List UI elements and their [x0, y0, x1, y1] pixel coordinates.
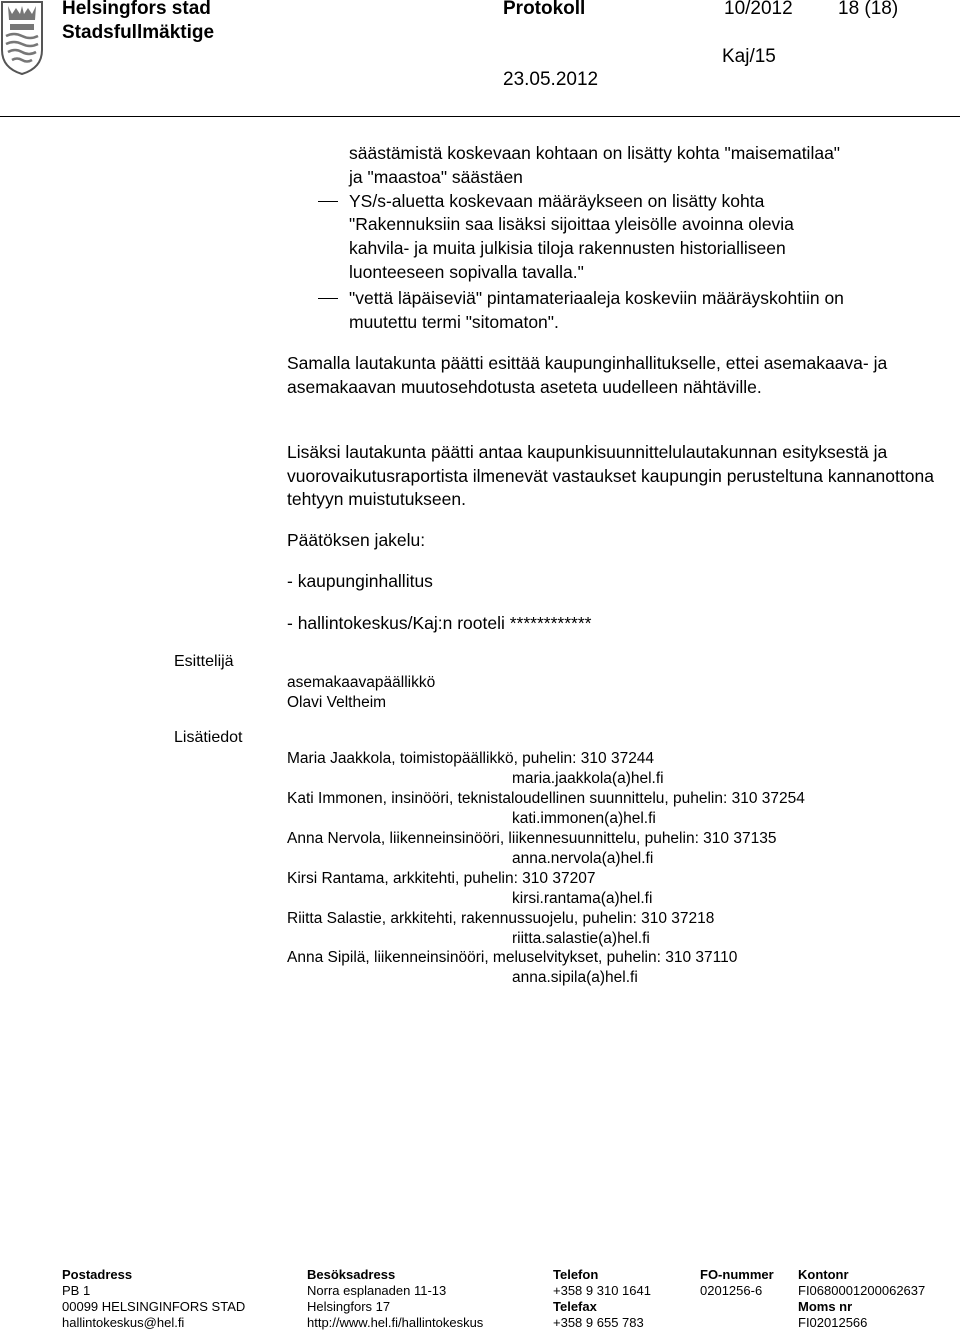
- header-divider: [0, 116, 960, 117]
- footer-account-label: Kontonr: [798, 1267, 849, 1282]
- bullet-dash: [318, 201, 338, 202]
- footer-email: hallintokeskus@hel.fi: [62, 1315, 185, 1330]
- header-doc-number: 10/2012: [724, 0, 793, 19]
- contact-email: kati.immonen(a)hel.fi: [512, 810, 656, 827]
- contact-email: anna.nervola(a)hel.fi: [512, 850, 654, 867]
- paragraph-2: Lisäksi lautakunta päätti antaa kaupunkisuunnittelulautakunnan esityksestä ja vuorovaikutusraportista ilmenevät vastaukset kaupungin perusteltuna kannanottona tehtyyn muistutukseen.: [287, 442, 934, 509]
- distribution-item: - kaupunginhallitus: [287, 571, 433, 591]
- footer-visit-city: Helsingfors 17: [307, 1299, 391, 1314]
- footer-vat-label: Moms nr: [798, 1299, 853, 1314]
- footer-phone-label: Telefon: [553, 1267, 599, 1282]
- body-line-1: säästämistä koskevaan kohtaan on lisätty kohta "maisematilaa": [349, 143, 841, 163]
- footer-vat: FI02012566: [798, 1315, 868, 1330]
- body-line-2: ja "maastoa" säästäen: [349, 167, 523, 187]
- footer-postal-box: PB 1: [62, 1283, 91, 1298]
- header-page: 18 (18): [838, 0, 899, 19]
- bullet-2-line-1: YS/s-aluetta koskevaan määräykseen on lisätty kohta: [349, 191, 765, 211]
- footer-fax-label: Telefax: [553, 1299, 597, 1314]
- contact-email: maria.jaakkola(a)hel.fi: [512, 770, 664, 787]
- bullet-3-line-2: muutettu termi "sitomaton".: [349, 312, 559, 332]
- contact-line: Maria Jaakkola, toimistopäällikkö, puhelin: 310 37244: [287, 750, 655, 767]
- info-label: Lisätiedot: [174, 729, 243, 746]
- contact-line: Riitta Salastie, arkkitehti, rakennussuojelu, puhelin: 310 37218: [287, 910, 715, 927]
- bullet-3-line-1: "vettä läpäiseviä" pintamateriaaleja koskeviin määräyskohtiin on: [349, 288, 844, 308]
- bullet-2-line-2: "Rakennuksiin saa lisäksi sijoittaa yleisölle avoinna olevia: [349, 214, 794, 234]
- paragraph-1: Samalla lautakunta päätti esittää kaupunginhallitukselle, ettei asemakaava- ja asemakaavan muutosehdotusta aseteta uudelleen nähtäville.: [287, 353, 888, 397]
- distribution-item: - hallintokeskus/Kaj:n rooteli ************: [287, 613, 592, 633]
- presenter-name: Olavi Veltheim: [287, 694, 387, 711]
- header-section: Kaj/15: [722, 46, 776, 67]
- footer-fo: 0201256-6: [700, 1283, 763, 1298]
- contact-email: anna.sipila(a)hel.fi: [512, 969, 638, 986]
- contact-line: Anna Sipilä, liikenneinsinööri, meluselvitykset, puhelin: 310 37110: [287, 949, 738, 966]
- footer-fax: +358 9 655 783: [553, 1315, 644, 1330]
- footer-account: FI0680001200062637: [798, 1283, 926, 1298]
- contact-line: Kati Immonen, insinööri, teknistaloudellinen suunnittelu, puhelin: 310 37254: [287, 790, 805, 807]
- header-doc-type: Protokoll: [503, 0, 586, 19]
- footer-visit-label: Besöksadress: [307, 1267, 396, 1282]
- contact-email: riitta.salastie(a)hel.fi: [512, 930, 650, 947]
- header-city: Helsingfors stad: [62, 0, 211, 19]
- footer-web-link[interactable]: http://www.hel.fi/hallintokeskus: [307, 1315, 484, 1330]
- bullet-dash: [318, 298, 338, 299]
- contact-email: kirsi.rantama(a)hel.fi: [512, 890, 653, 907]
- footer-postal-city: 00099 HELSINGINFORS STAD: [62, 1299, 246, 1314]
- helsinki-crest-icon: [0, 0, 44, 76]
- header-department: Stadsfullmäktige: [62, 22, 215, 43]
- bullet-2-line-4: luonteeseen sopivalla tavalla.": [349, 262, 584, 282]
- presenter-title: asemakaavapäällikkö: [287, 674, 436, 691]
- contact-line: Anna Nervola, liikenneinsinööri, liikennesuunnittelu, puhelin: 310 37135: [287, 830, 777, 847]
- footer-postal-label: Postadress: [62, 1267, 133, 1282]
- presenter-label: Esittelijä: [174, 653, 234, 670]
- bullet-2-line-3: kahvila- ja muita julkisia tiloja rakennusten historialliseen: [349, 238, 786, 258]
- footer-phone: +358 9 310 1641: [553, 1283, 651, 1298]
- distribution-heading: Päätöksen jakelu:: [287, 530, 426, 550]
- footer-visit-street: Norra esplanaden 11-13: [307, 1283, 447, 1298]
- footer-fo-label: FO-nummer: [700, 1267, 774, 1282]
- header-date: 23.05.2012: [503, 69, 599, 90]
- contact-line: Kirsi Rantama, arkkitehti, puhelin: 310 37207: [287, 870, 596, 887]
